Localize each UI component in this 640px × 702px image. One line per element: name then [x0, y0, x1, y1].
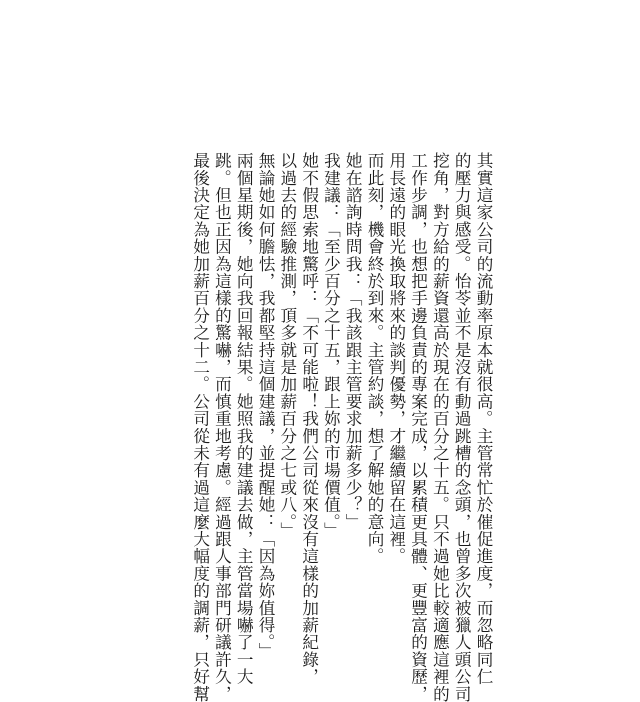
text-line: 以過去的經驗推測，頂多就是加薪百分之七或八。」 — [277, 152, 297, 540]
text-line: 的壓力與感受。怡苓並不是沒有動過跳槽的念頭，也曾多次被獵人頭公司 — [452, 152, 472, 702]
text-line: 用長遠的眼光換取將來的談判優勢，才繼續留在這裡。 — [386, 152, 406, 565]
text-line: 她在諮詢時問我：「我該跟主管要求加薪多少？」 — [343, 152, 363, 531]
text-line: 她不假思索地驚呼：「不可能啦！我們公司從來沒有這樣的加薪紀錄， — [299, 152, 319, 686]
text-line: 最後決定為她加薪百分之十二。公司從未有過這麼大幅度的調薪，只好幫 — [190, 152, 210, 702]
text-line: 而此刻，機會終於到來。主管約談，想了解她的意向。 — [365, 152, 385, 565]
text-line: 其實這家公司的流動率原本就很高。主管常忙於催促進度，而忽略同仁 — [474, 152, 493, 686]
text-line: 跳。但也正因為這樣的驚嚇，而慎重地考慮。經過跟人事部門研議許久， — [212, 152, 232, 702]
body-text — [158, 152, 494, 702]
text-line: 兩個星期後，她向我回報結果。她照我的建議去做，主管當場嚇了一大 — [234, 152, 254, 686]
text-line: 我建議：「至少百分之十五，跟上妳的市場價值。」 — [321, 152, 341, 540]
text-line: 無論她如何膽怯，我都堅持這個建議，並提醒她：「因為妳值得。」 — [256, 152, 276, 660]
text-line: 挖角，對方給的薪資還高於現在的百分之十五。只不過她比較適應這裡的 — [430, 152, 450, 702]
text-line: 工作步調，也想把手邊負責的專案完成，以累積更具體、更豐富的資歷， — [408, 152, 428, 702]
